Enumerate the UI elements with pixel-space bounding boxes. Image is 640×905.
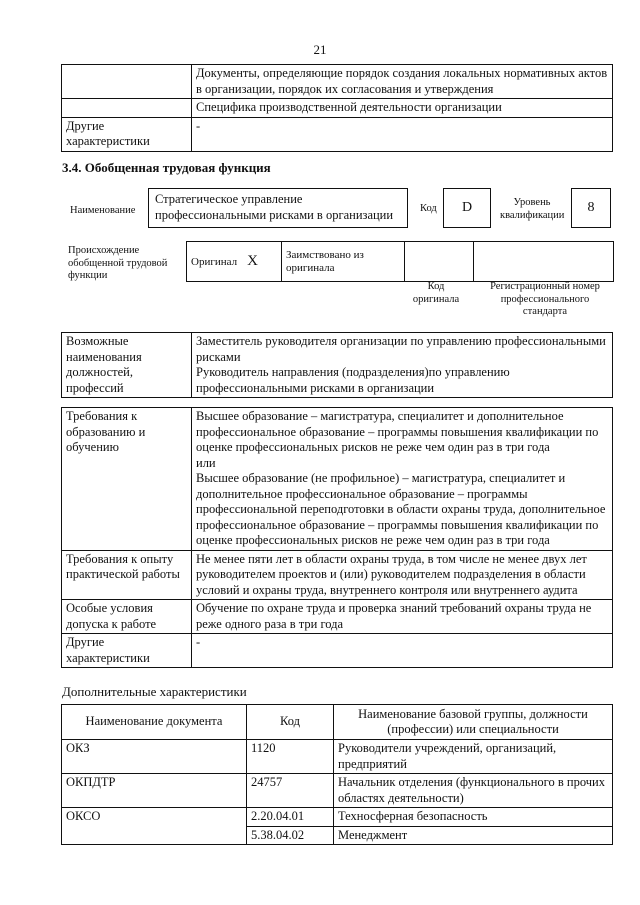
doc-cell: ОКЗ	[62, 740, 247, 774]
column-header: Код	[247, 705, 334, 740]
position-item: Руководитель направления (подразделения)по управлению профессиональными рисками в организации	[196, 365, 510, 395]
name-cell: Техносферная безопасность	[334, 808, 613, 827]
row-value: Специфика производственной деятельности организации	[192, 99, 613, 118]
table-row	[62, 740, 613, 774]
other-value: -	[192, 634, 613, 668]
additional-heading: Дополнительные характеристики	[62, 684, 247, 699]
original-mark: X	[247, 252, 258, 269]
other-label: Другие характеристики	[62, 634, 192, 668]
table-row	[62, 333, 613, 398]
row-value: Документы, определяющие порядок создания локальных нормативных актов в организации, порядок их согласования и утверждения	[192, 65, 613, 99]
column-header: Наименование документа	[62, 705, 247, 740]
code-original-label: Код оригинала	[412, 281, 460, 305]
table-row	[62, 99, 613, 118]
table-row	[62, 774, 613, 808]
function-name-box: Стратегическое управление профессиональными рисками в организации	[148, 188, 408, 228]
origin-table	[186, 241, 614, 282]
additional-characteristics-table	[61, 704, 613, 845]
row-label	[62, 99, 192, 118]
page-number: 21	[313, 42, 327, 57]
table-row	[62, 550, 613, 600]
admission-value: Обучение по охране труда и проверка знаний требований охраны труда не реже одного раза в три года	[192, 600, 613, 634]
borrowed-cell: Заимствовано из оригинала	[282, 242, 405, 282]
doc-cell: ОКСО	[62, 808, 247, 845]
name-cell: Руководители учреждений, организаций, предприятий	[334, 740, 613, 774]
table-row	[62, 600, 613, 634]
education-line: Высшее образование – магистратура, специалитет и дополнительное профессиональное образование – программы повышения квалификации по оценке профессиональных рисков не реже чем один раз в три года	[196, 409, 599, 454]
positions-label: Возможные наименования должностей, профессий	[62, 333, 192, 398]
code-cell: 5.38.04.02	[247, 826, 334, 845]
position-item: Заместитель руководителя организации по управлению профессиональными рисками	[196, 334, 606, 364]
doc-cell: ОКПДТР	[62, 774, 247, 808]
table-header-row	[62, 705, 613, 740]
registration-number-label: Регистрационный номер профессионального стандарта	[490, 281, 600, 317]
table-row	[62, 408, 613, 551]
section-heading: 3.4. Обобщенная трудовая функция	[62, 160, 271, 175]
registration-number-cell	[474, 242, 614, 282]
education-label: Требования к образованию и обучению	[62, 408, 192, 551]
name-cell: Начальник отделения (функционального в прочих областях деятельности)	[334, 774, 613, 808]
column-header: Наименование базовой группы, должности (профессии) или специальности	[334, 705, 613, 740]
table-row	[62, 808, 613, 827]
admission-label: Особые условия допуска к работе	[62, 600, 192, 634]
experience-label: Требования к опыту практической работы	[62, 550, 192, 600]
row-label: Другие характеристики	[62, 117, 192, 151]
code-value-box: D	[443, 188, 491, 228]
table-row	[62, 117, 613, 151]
table-row	[62, 65, 613, 99]
original-cell	[187, 242, 282, 282]
qualification-level-label: Уровень квалификации	[500, 197, 565, 221]
positions-table	[61, 332, 613, 398]
original-label: Оригинал	[191, 255, 238, 268]
table-row	[187, 242, 614, 282]
positions-values	[192, 333, 613, 398]
row-label	[62, 65, 192, 99]
row-value: -	[192, 117, 613, 151]
education-value	[192, 408, 613, 551]
requirements-table	[61, 407, 613, 668]
code-cell: 2.20.04.01	[247, 808, 334, 827]
qualification-level-box: 8	[571, 188, 611, 228]
table-row	[62, 634, 613, 668]
name-label: Наименование	[70, 205, 136, 216]
code-cell: 24757	[247, 774, 334, 808]
code-cell: 1120	[247, 740, 334, 774]
education-line: или	[196, 455, 216, 470]
code-label: Код	[420, 203, 437, 214]
code-original-cell	[405, 242, 474, 282]
origin-label: Происхождение обобщенной трудовой функции	[68, 245, 168, 281]
experience-value: Не менее пяти лет в области охраны труда, в том числе не менее двух лет руководителем проектов и (или) руководителем подразделения в области условий и охраны труда, внутреннего контроля или внутреннего аудита	[192, 550, 613, 600]
education-line: Высшее образование (не профильное) – магистратура, специалитет и дополнительное профессиональное образование – программы профессиональной переподготовки в области охраны труда, дополнительное профессиональное образование – программы повышения квалификации по оценке профессиональных рисков не реже чем один раз в три года	[196, 471, 606, 547]
name-cell: Менеджмент	[334, 826, 613, 845]
top-characteristics-table	[61, 64, 613, 152]
